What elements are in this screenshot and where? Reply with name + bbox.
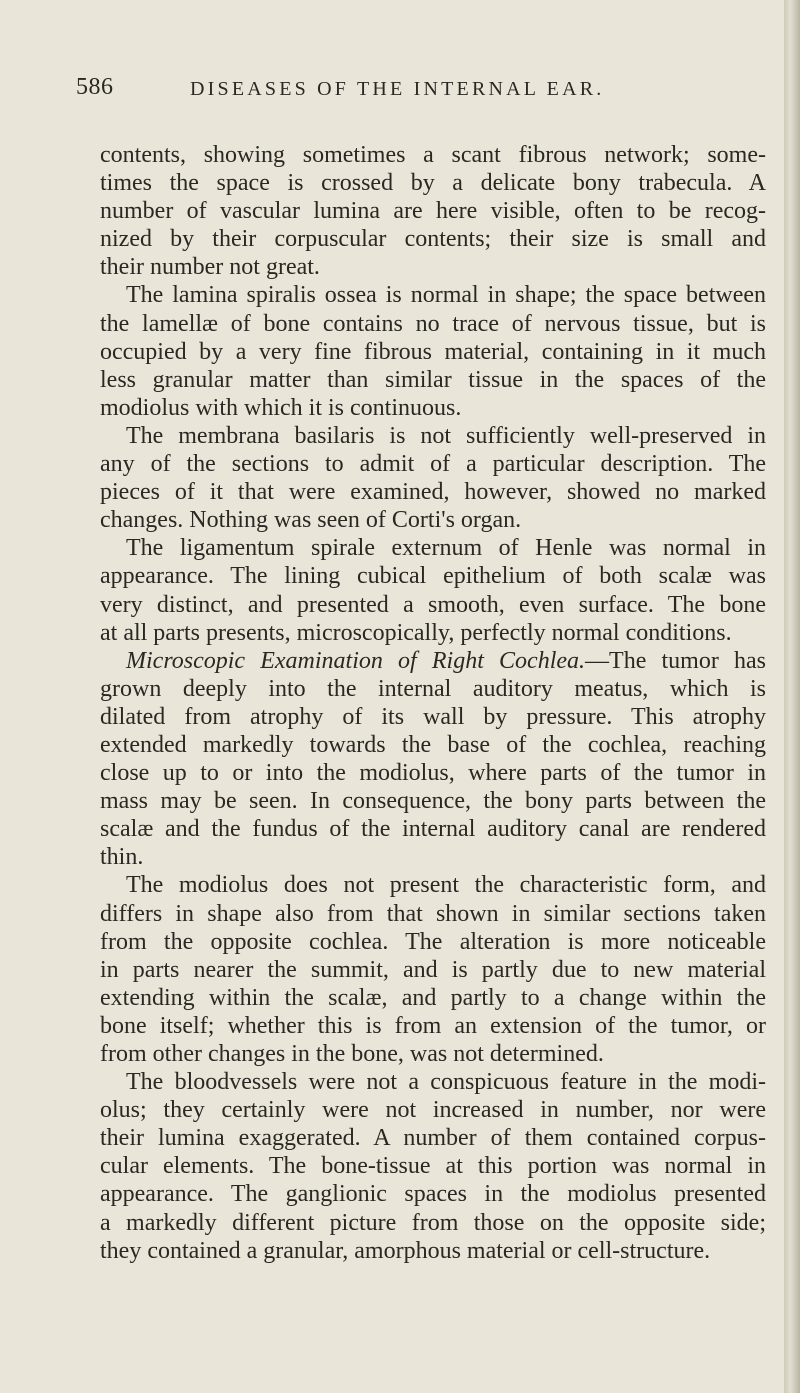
text-line: The ligamentum spirale externum of Henle was normal in <box>126 535 766 562</box>
text-line: at all parts presents, microscopically, perfectly normal conditions. <box>100 619 732 646</box>
text-line: number of vascular lumina are here visible, often to be recog- <box>100 198 766 225</box>
text-line: nized by their corpuscular contents; their size is small and <box>100 226 766 253</box>
text-line: a markedly different picture from those on the opposite side; <box>100 1209 766 1236</box>
text-line: mass may be seen. In consequence, the bony parts between the <box>100 788 766 815</box>
section-heading-line <box>100 647 766 675</box>
text-line: they contained a granular, amorphous material or cell-structure. <box>100 1237 711 1264</box>
page-edge <box>784 0 800 1393</box>
text-line: cular elements. The bone-tissue at this portion was normal in <box>100 1153 766 1180</box>
text-line: less granular matter than similar tissue in the spaces of the <box>100 366 766 393</box>
text-line: times the space is crossed by a delicate bony trabecula. A <box>100 170 766 197</box>
text-line: differs in shape also from that shown in similar sections taken <box>100 900 766 927</box>
text-line: The membrana basilaris is not sufficiently well-preserved in <box>126 422 766 449</box>
text-line: occupied by a very fine fibrous material, containing in it much <box>100 338 766 365</box>
body-text <box>100 141 766 1265</box>
text-line: olus; they certainly were not increased in number, nor were <box>100 1097 766 1124</box>
page-number: 586 <box>76 74 114 100</box>
running-title: DISEASES OF THE INTERNAL EAR. <box>190 78 605 100</box>
text-line: thin. <box>100 844 144 871</box>
text-line: extending within the scalæ, and partly to a change within the <box>100 984 766 1011</box>
section-heading-continuation: —The tumor has <box>585 647 766 674</box>
running-head <box>76 72 776 112</box>
text-line: appearance. The lining cubical epithelium of both scalæ was <box>100 563 766 590</box>
text-line: any of the sections to admit of a particular description. The <box>100 451 766 478</box>
text-line: the lamellæ of bone contains no trace of nervous tissue, but is <box>100 310 766 337</box>
text-line: appearance. The ganglionic spaces in the modiolus presented <box>100 1181 766 1208</box>
text-line: from other changes in the bone, was not determined. <box>100 1041 604 1067</box>
text-line: The lamina spiralis ossea is normal in shape; the space between <box>126 282 766 309</box>
text-line: in parts nearer the summit, and is partly due to new material <box>100 956 766 983</box>
text-line: changes. Nothing was seen of Corti's organ. <box>100 507 522 534</box>
text-line: their lumina exaggerated. A number of them contained corpus- <box>100 1125 766 1152</box>
text-line: The modiolus does not present the characteristic form, and <box>126 872 766 899</box>
text-line: grown deeply into the internal auditory meatus, which is <box>100 675 766 702</box>
text-line: bone itself; whether this is from an extension of the tumor, or <box>100 1012 766 1039</box>
text-line: very distinct, and presented a smooth, even surface. The bone <box>100 591 766 618</box>
section-heading: Microscopic Examination of Right Cochlea. <box>126 647 586 674</box>
text-line: dilated from atrophy of its wall by pressure. This atrophy <box>100 703 766 730</box>
text-line: The bloodvessels were not a conspicuous feature in the modi- <box>126 1069 766 1096</box>
text-line: scalæ and the fundus of the internal auditory canal are rendered <box>100 816 766 843</box>
text-line: their number not great. <box>100 254 320 281</box>
text-line: pieces of it that were examined, however, showed no marked <box>100 479 766 506</box>
text-line: close up to or into the modiolus, where parts of the tumor in <box>100 760 766 787</box>
text-line: modiolus with which it is continuous. <box>100 394 462 421</box>
text-line: contents, showing sometimes a scant fibrous network; some- <box>100 142 766 168</box>
text-line: extended markedly towards the base of the cochlea, reaching <box>100 731 766 758</box>
text-line: from the opposite cochlea. The alteration is more noticeable <box>100 928 766 955</box>
